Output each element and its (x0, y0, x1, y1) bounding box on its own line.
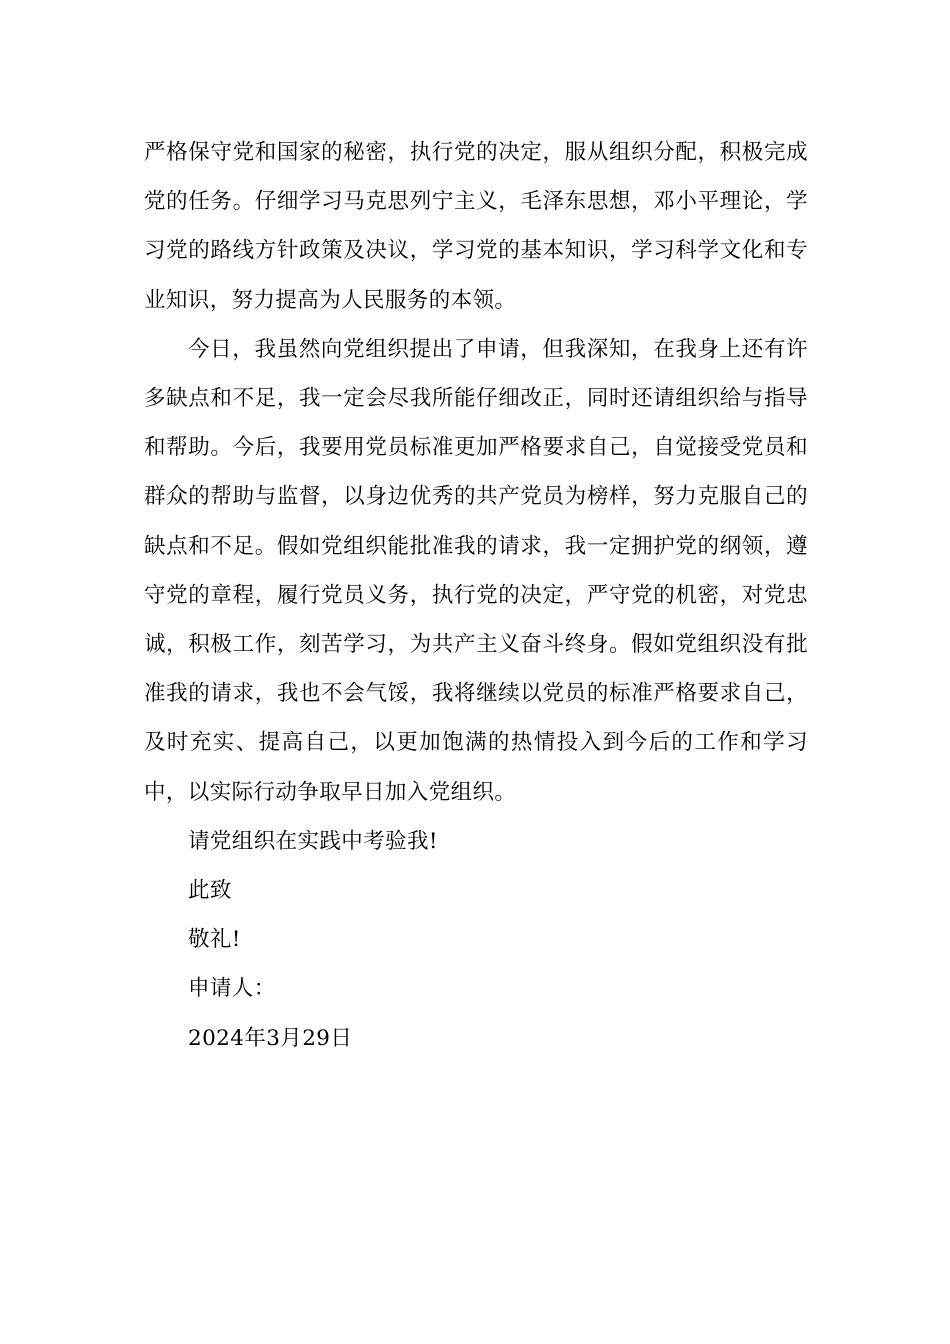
paragraph-commitment: 今日，我虽然向党组织提出了申请，但我深知，在我身上还有许多缺点和不足，我一定会尽我所能仔细改正，同时还请组织给与指导和帮助。今后，我要用党员标准更加严格要求自己，自觉接受党员和群众的帮助与监督，以身边优秀的共产党员为榜样，努力克服自己的缺点和不足。假如党组织能批准我的请求，我一定拥护党的纲领，遵守党的章程，履行党员义务，执行党的决定，严守党的机密，对党忠诚，积极工作，刻苦学习，为共产主义奋斗终身。假如党组织没有批准我的请求，我也不会气馁，我将继续以党员的标准严格要求自己，及时充实、提高自己，以更加饱满的热情投入到今后的工作和学习中，以实际行动争取早日加入党组织。 (144, 336, 808, 805)
paragraph-duties: 严格保守党和国家的秘密，执行党的决定，服从组织分配，积极完成党的任务。仔细学习马克思列宁主义，毛泽东思想，邓小平理论，学习党的路线方针政策及决议，学习党的基本知识，学习科学文化和专业知识，努力提高为人民服务的本领。 (144, 140, 808, 313)
letter-date: 2024年3月29日 (188, 1025, 353, 1051)
applicant-label: 申请人： (188, 976, 276, 1002)
closing-request: 请党组织在实践中考验我! (188, 828, 438, 854)
closing-regards: 敬礼! (188, 927, 241, 953)
letter-body (144, 128, 808, 1063)
closing-salutation: 此致 (188, 878, 232, 904)
